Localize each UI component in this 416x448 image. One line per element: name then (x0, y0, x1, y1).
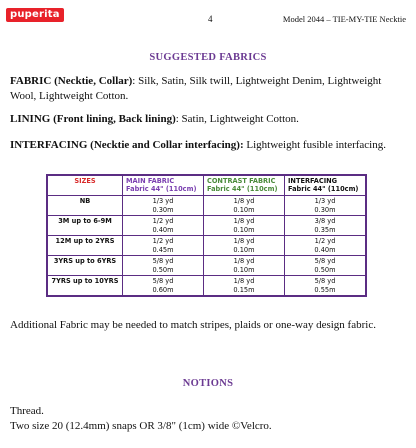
size-cell: NB (47, 196, 123, 216)
table-row (47, 276, 366, 297)
contrast-fabric-cell: 1/8 yd 0.10m (203, 256, 284, 276)
lining-label: LINING (Front lining, Back lining) (10, 113, 176, 125)
model-title: Model 2044 – TIE-MY-TIE Necktie (282, 14, 406, 24)
main-fabric-cell: 1/3 yd 0.30m (123, 196, 204, 216)
main-fabric-header-width: Fabric 44" (110cm) (126, 185, 197, 193)
interfacing-header-width: Fabric 44" (110cm) (287, 185, 359, 193)
notions-thread: Thread. (10, 405, 44, 417)
size-cell: 7YRS up to 10YRS (47, 276, 123, 297)
fabric-paragraph (10, 74, 406, 104)
contrast-fabric-cell: 1/8 yd 0.15m (203, 276, 284, 297)
page-number: 4 (208, 14, 213, 24)
main-fabric-header (123, 175, 204, 196)
suggested-fabrics-heading: SUGGESTED FABRICS (149, 52, 267, 63)
additional-fabric-note: Additional Fabric may be needed to match stripes, plaids or one-way design fabric. (10, 319, 376, 331)
sizes-header: SIZES (47, 175, 123, 196)
fabric-text: : Silk, Satin, Silk twill, Lightweight Denim, Lightweight Wool, Lightweight Cotton. (10, 75, 382, 102)
lining-text: : Satin, Lightweight Cotton. (175, 113, 299, 125)
interfacing-cell: 5/8 yd 0.50m (284, 256, 366, 276)
interfacing-text: Lightweight fusible interfacing. (243, 139, 386, 151)
main-fabric-cell: 5/8 yd 0.50m (123, 256, 204, 276)
interfacing-cell: 5/8 yd 0.55m (284, 276, 366, 297)
interfacing-cell: 3/8 yd 0.35m (284, 216, 366, 236)
size-cell: 3M up to 6-9M (47, 216, 123, 236)
interfacing-label: INTERFACING (Necktie and Collar interfacing): (10, 139, 244, 151)
notions-heading: NOTIONS (182, 378, 234, 389)
contrast-fabric-cell: 1/8 yd 0.10m (203, 236, 284, 256)
size-cell: 3YRS up to 6YRS (47, 256, 123, 276)
contrast-fabric-cell: 1/8 yd 0.10m (203, 216, 284, 236)
table-header-row (47, 175, 366, 196)
main-fabric-cell: 1/2 yd 0.45m (123, 236, 204, 256)
table-row (47, 196, 366, 216)
table-row (47, 236, 366, 256)
contrast-fabric-header-title: CONTRAST FABRIC (206, 177, 276, 185)
brand-logo: puperita (6, 8, 64, 22)
contrast-fabric-header-width: Fabric 44" (110cm) (206, 185, 278, 193)
lining-paragraph (10, 112, 406, 127)
main-fabric-cell: 1/2 yd 0.40m (123, 216, 204, 236)
fabric-label: FABRIC (Necktie, Collar) (10, 75, 133, 87)
table-row (47, 256, 366, 276)
interfacing-cell: 1/2 yd 0.40m (284, 236, 366, 256)
interfacing-cell: 1/3 yd 0.30m (284, 196, 366, 216)
interfacing-header (284, 175, 366, 196)
main-fabric-cell: 5/8 yd 0.60m (123, 276, 204, 297)
contrast-fabric-header (203, 175, 284, 196)
interfacing-header-title: INTERFACING (287, 177, 338, 185)
size-cell: 12M up to 2YRS (47, 236, 123, 256)
interfacing-paragraph (10, 138, 406, 153)
main-fabric-header-title: MAIN FABRIC (126, 177, 175, 185)
notions-snaps: Two size 20 (12.4mm) snaps OR 3/8" (1cm) wide ©Velcro. (10, 420, 272, 432)
table-row (47, 216, 366, 236)
fabric-requirements-table (46, 174, 367, 297)
contrast-fabric-cell: 1/8 yd 0.10m (203, 196, 284, 216)
